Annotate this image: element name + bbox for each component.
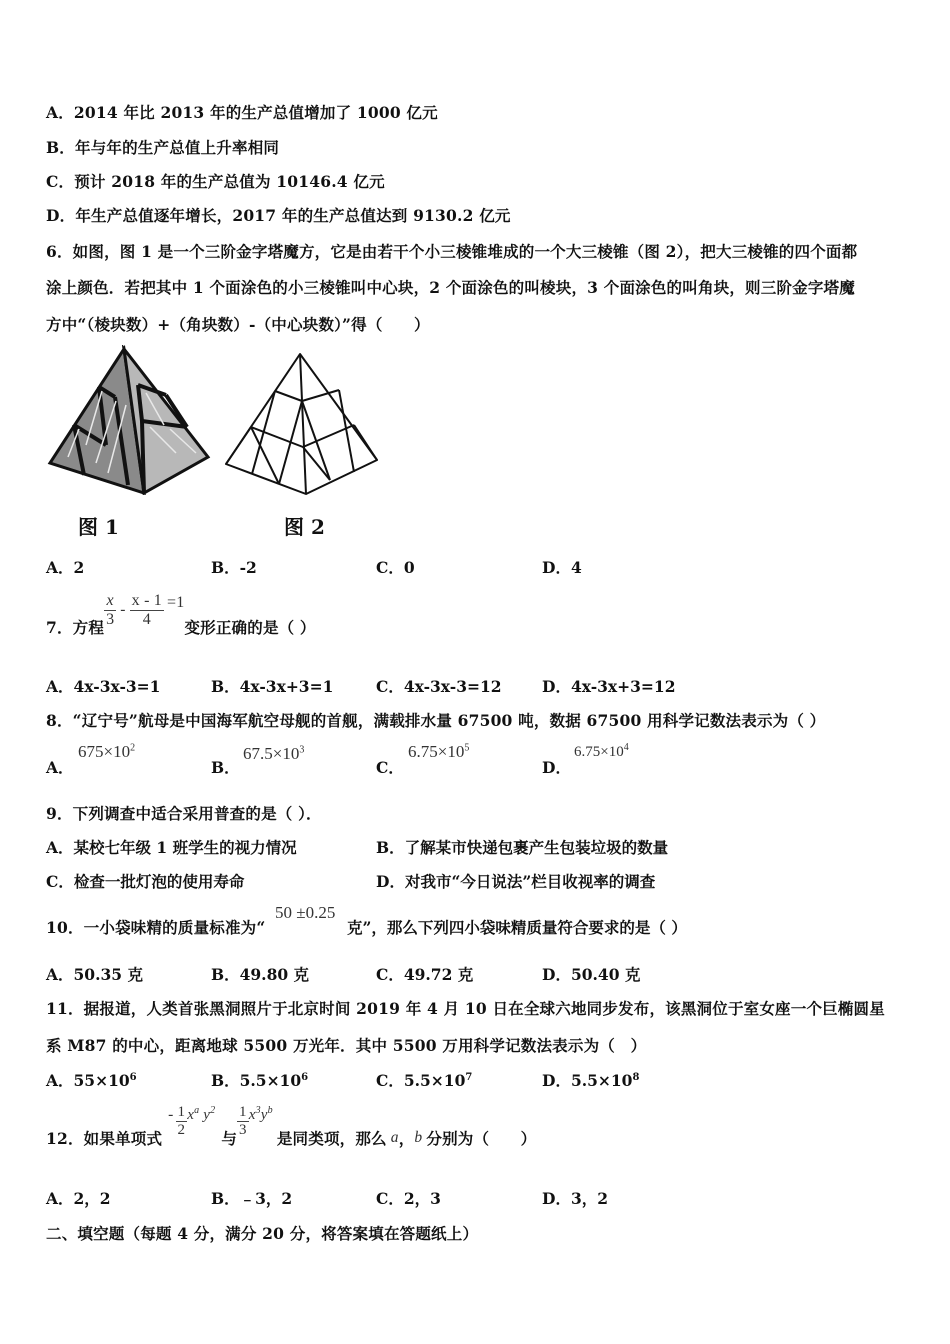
q7-stem — [46, 592, 316, 638]
q6-option-c: C．0 — [376, 558, 415, 577]
q6-option-b: B．-2 — [211, 558, 257, 577]
q12-term1-sign: - — [168, 1106, 174, 1123]
q7-option-a: A．4x-3x-3=1 — [46, 677, 161, 696]
q10-option-d: D．50.40 克 — [542, 965, 641, 984]
q7-option-c: C．4x-3x-3=12 — [376, 677, 502, 696]
q9-option-c: C．检查一批灯泡的使用寿命 — [46, 872, 245, 891]
q10-stem-suffix: 克”，那么下列四小袋味精质量符合要求的是（ ） — [347, 918, 687, 937]
q11-option-c — [376, 1069, 472, 1091]
q8-d-exp: 4 — [623, 742, 629, 753]
q12-term2-exp-b: b — [267, 1104, 273, 1116]
section-2-heading: 二、填空题（每题 4 分，满分 20 分，将答案填在答题纸上） — [46, 1224, 479, 1243]
q8-option-a-label: A． — [46, 758, 74, 777]
q6-stem-line2: 涂上颜色．若把其中 1 个面涂色的小三棱锥叫中心块，2 个面涂色的叫棱块，3 个面涂色的叫角块，则三阶金字塔魔 — [46, 278, 855, 297]
q8-option-d-value — [574, 744, 629, 761]
q12-var-a: a — [390, 1129, 399, 1146]
q12-term2-coef — [237, 1104, 249, 1138]
q12-term2-x: x — [248, 1106, 256, 1123]
q12-mid: 与 — [221, 1129, 238, 1148]
q9-stem: 9．下列调查中适合采用普查的是（ ）． — [46, 804, 322, 823]
q8-stem: 8．“辽宁号”航母是中国海军航空母舰的首舰，满载排水量 67500 吨，数据 67500 用科学记数法表示为（ ） — [46, 711, 826, 730]
q12-term1-vars — [187, 1104, 216, 1124]
q12-option-d: D．3，2 — [542, 1189, 609, 1208]
q12-var-b: b — [414, 1129, 423, 1146]
q12-term2-den: 3 — [239, 1121, 247, 1138]
q7-option-d: D．4x-3x+3=12 — [542, 677, 676, 696]
q8-option-c-label: C． — [376, 758, 404, 777]
q12-term1-x: x — [187, 1106, 195, 1123]
q8-c-base: 6.75×10 — [408, 742, 465, 761]
q12-term1-exp-a: a — [194, 1104, 200, 1116]
q11-stem-line1: 11．据报道，人类首张黑洞照片于北京时间 2019 年 4 月 10 日在全球六地同步发布，该黑洞位于室女座一个巨椭圆星 — [46, 999, 885, 1018]
q12-option-c: C．2，3 — [376, 1189, 441, 1208]
q7-frac1-num: x — [104, 592, 116, 611]
q7-suffix: 变形正确的是（ ） — [184, 618, 316, 638]
q5-option-b: B．年与年的生产总值上升率相同 — [46, 138, 280, 157]
figure-2-pyramid — [222, 352, 382, 497]
q11-b-base: B．5.5×10 — [211, 1071, 302, 1090]
q7-frac1-den: 3 — [106, 610, 115, 628]
q6-stem-line1: 6．如图，图 1 是一个三阶金字塔魔方，它是由若干个小三棱锥堆成的一个大三棱锥（图 2），把大三棱锥的四个面都 — [46, 242, 858, 261]
q12-term1-exp-2: 2 — [210, 1104, 216, 1116]
q12-suffix: 分别为（ ） — [426, 1129, 537, 1148]
q12-stem — [46, 1104, 537, 1148]
q10-option-a: A．50.35 克 — [46, 965, 143, 984]
q11-b-exp: 6 — [301, 1071, 309, 1083]
q11-d-exp: 8 — [632, 1071, 640, 1083]
q8-option-b-value — [243, 744, 304, 764]
q6-stem-line3: 方中“（棱块数）+（角块数）-（中心块数）”得（ ） — [46, 315, 430, 334]
q12-option-b: B．﹣3，2 — [211, 1189, 293, 1208]
q8-option-d-label: D． — [542, 758, 571, 777]
q9-option-d: D．对我市“今日说法”栏目收视率的调查 — [376, 872, 656, 891]
q8-b-base: 67.5×10 — [243, 744, 300, 763]
q7-fraction-1 — [104, 592, 116, 628]
q8-c-exp: 5 — [464, 742, 470, 754]
q11-option-b — [211, 1069, 308, 1091]
q12-term1-num: 1 — [177, 1104, 186, 1120]
q12-term2-y: y — [260, 1106, 268, 1123]
q7-frac2-den: 4 — [142, 610, 151, 628]
q6-option-a: A．2 — [46, 558, 85, 577]
q7-option-b: B．4x-3x+3=1 — [211, 677, 334, 696]
q7-frac2-num: x - 1 — [131, 592, 162, 609]
q11-stem-line2: 系 M87 的中心，距离地球 5500 万光年．其中 5500 万用科学记数法表示为（ ） — [46, 1036, 647, 1055]
q11-option-d — [542, 1069, 639, 1091]
q11-d-base: D．5.5×10 — [542, 1071, 633, 1090]
q11-a-base: A．55×10 — [46, 1071, 130, 1090]
q7-minus: - — [120, 601, 126, 619]
figure-2-caption: 图 2 — [284, 515, 325, 539]
q9-option-a: A．某校七年级 1 班学生的视力情况 — [46, 838, 297, 857]
q5-option-a: A．2014 年比 2013 年的生产总值增加了 1000 亿元 — [46, 103, 438, 122]
q12-after: 是同类项，那么 — [276, 1129, 387, 1148]
q8-b-exp: 3 — [299, 744, 305, 756]
figure-1-pyramid — [46, 345, 211, 495]
q5-option-d: D．年生产总值逐年增长，2017 年的生产总值达到 9130.2 亿元 — [46, 206, 511, 225]
q8-a-base: 675×10 — [78, 742, 131, 761]
q11-c-base: C．5.5×10 — [376, 1071, 466, 1090]
figure-1-caption: 图 1 — [78, 515, 119, 539]
q10-option-b: B．49.80 克 — [211, 965, 310, 984]
q7-fraction-2 — [130, 592, 164, 628]
q10-option-c: C．49.72 克 — [376, 965, 474, 984]
q12-term1-den: 2 — [177, 1121, 186, 1138]
q11-a-exp: 6 — [129, 1071, 137, 1083]
q12-term2-vars — [248, 1104, 273, 1124]
q8-option-a-value — [78, 742, 135, 762]
q12-term1-coef — [176, 1104, 188, 1138]
q9-option-b: B．了解某市快递包裹产生包装垃圾的数量 — [376, 838, 669, 857]
q8-option-c-value — [408, 742, 469, 762]
q12-prefix: 12．如果单项式 — [46, 1129, 163, 1148]
q11-c-exp: 7 — [465, 1071, 473, 1083]
q12-term2-exp-3: 3 — [255, 1104, 261, 1116]
q6-option-d: D．4 — [542, 558, 582, 577]
q7-prefix: 7．方程 — [46, 618, 105, 638]
q12-term1-y: y — [203, 1106, 211, 1123]
q11-option-a — [46, 1069, 137, 1091]
q8-a-exp: 2 — [130, 742, 136, 754]
q12-option-a: A．2，2 — [46, 1189, 111, 1208]
q7-rhs: =1 — [167, 594, 185, 612]
q10-math: 50 ±0.25 — [275, 903, 336, 922]
q12-term2-num: 1 — [239, 1104, 247, 1120]
q12-sep: ， — [398, 1129, 415, 1148]
q10-stem-prefix: 10．一小袋味精的质量标准为“ — [46, 918, 266, 937]
q5-option-c: C．预计 2018 年的生产总值为 10146.4 亿元 — [46, 172, 385, 191]
q8-d-base: 6.75×10 — [574, 744, 624, 760]
q8-option-b-label: B． — [211, 758, 240, 777]
